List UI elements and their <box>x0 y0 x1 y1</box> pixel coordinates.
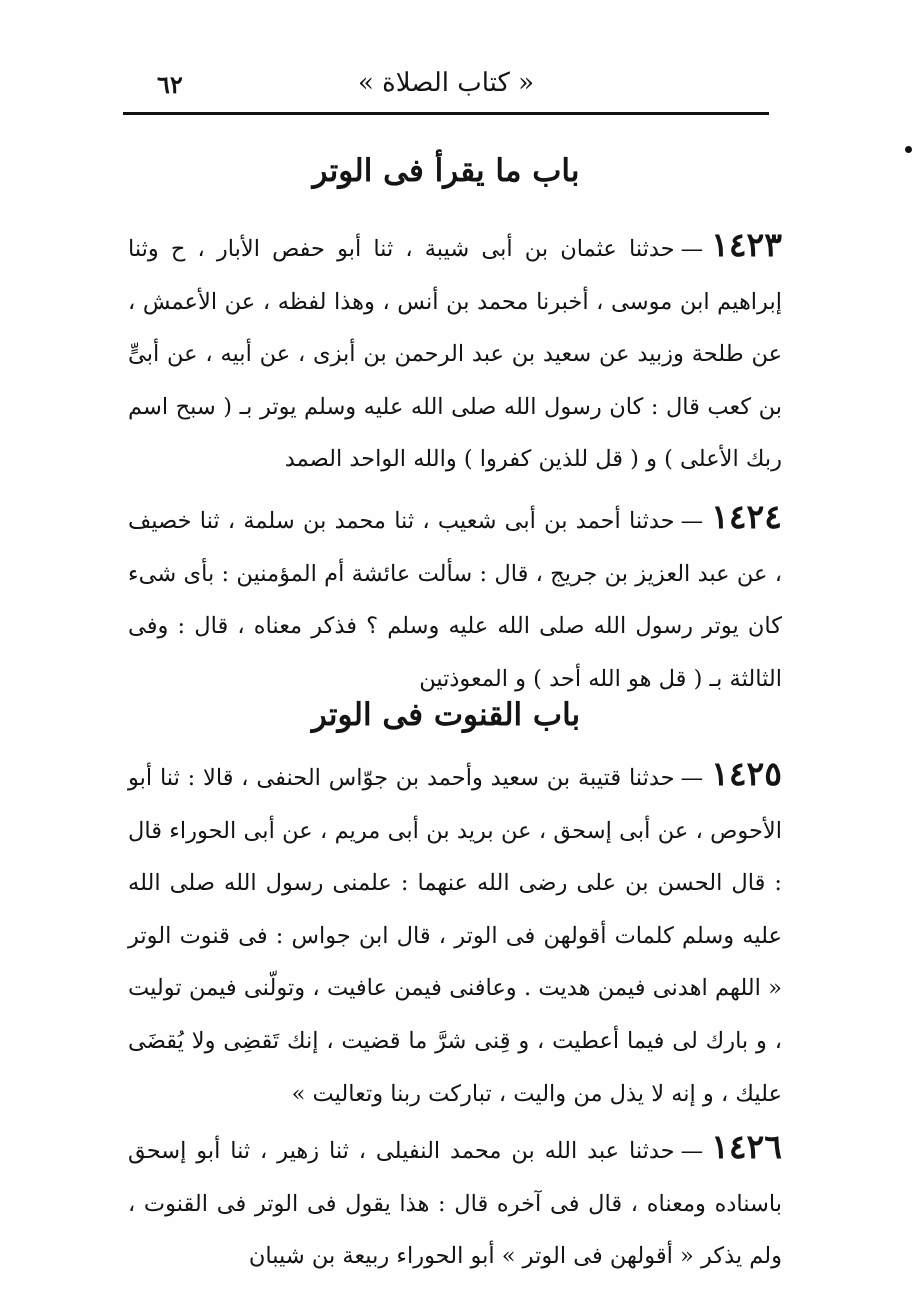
hadith-text: حدثنا عبد الله بن محمد النفيلى ، ثنا زهير ، ثنا أبو إسحق باسناده ومعناه ، قال فى آخره قال : هذا يقول فى الوتر فى القنوت ، ولم يذكر « أقولهن فى الوتر » أبو الحوراء ربيعة بن شيبان <box>128 1138 782 1270</box>
hadith-paragraph <box>128 1121 782 1283</box>
hadith-number: ١٤٢٥ <box>711 754 782 793</box>
hadith-number: ١٤٢٤ <box>711 497 782 536</box>
hadith-paragraph <box>128 491 782 705</box>
chapter-title: باب ما يقرأ فى الوتر <box>312 153 580 189</box>
hadith-paragraph <box>128 219 782 486</box>
running-header-title: « كتاب الصلاة » <box>357 68 535 98</box>
hadith-dash: — <box>680 236 704 262</box>
page-edge-mark <box>905 146 912 153</box>
hadith-number: ١٤٢٦ <box>711 1127 782 1166</box>
hadith-text: حدثنا قتيبة بن سعيد وأحمد بن جوّاس الحنفى ، قالا : ثنا أبو الأحوص ، عن أبى إسحق ، عن بريد بن أبى مريم ، عن أبى الحوراء قال : قال الحسن بن على رضى الله عنهما : علمنى رسول الله صلى الله عليه وسلم كلمات أقولهن فى الوتر ، قال ابن جواس : فى قنوت الوتر « اللهم اهدنى فيمن هديت . وعافنى فيمن عافيت ، وتولّنى فيمن توليت ، و بارك لى فيما أعطيت ، و قِنى شرَّ ما قضيت ، إنك تَقضِى ولا يُقضَى عليك ، و إنه لا يذل من واليت ، تباركت ربنا وتعاليت » <box>128 765 782 1107</box>
hadith-text: حدثنا عثمان بن أبى شيبة ، ثنا أبو حفص الأبار ، ح وثنا إبراهيم ابن موسى ، أخبرنا محمد بن أنس ، وهذا لفظه ، عن الأعمش ، عن طلحة وزبيد عن سعيد بن عبد الرحمن بن أبزى ، عن أبيه ، عن أبىٍّ بن كعب قال : كان رسول الله صلى الله عليه وسلم يوتر بـ ( سبح اسم ربك الأعلى ) و ( قل للذين كفروا ) والله الواحد الصمد <box>128 236 782 473</box>
hadith-dash: — <box>680 508 704 534</box>
page-number: ٦٢ <box>157 70 183 99</box>
hadith-dash: — <box>680 1138 704 1164</box>
hadith-number: ١٤٢٣ <box>711 225 782 264</box>
hadith-paragraph <box>128 748 782 1120</box>
chapter-title: باب القنوت فى الوتر <box>311 697 581 733</box>
header-divider <box>123 112 769 115</box>
hadith-text: حدثنا أحمد بن أبى شعيب ، ثنا محمد بن سلمة ، ثنا خصيف ، عن عبد العزيز بن جريج ، قال : سألت عائشة أم المؤمنين : بأى شىء كان يوتر رسول الله صلى الله عليه وسلم ؟ فذكر معناه ، قال : وفى الثالثة بـ ( قل هو الله أحد ) و المعوذتين <box>128 508 782 692</box>
hadith-dash: — <box>680 765 704 791</box>
running-header <box>123 62 769 108</box>
